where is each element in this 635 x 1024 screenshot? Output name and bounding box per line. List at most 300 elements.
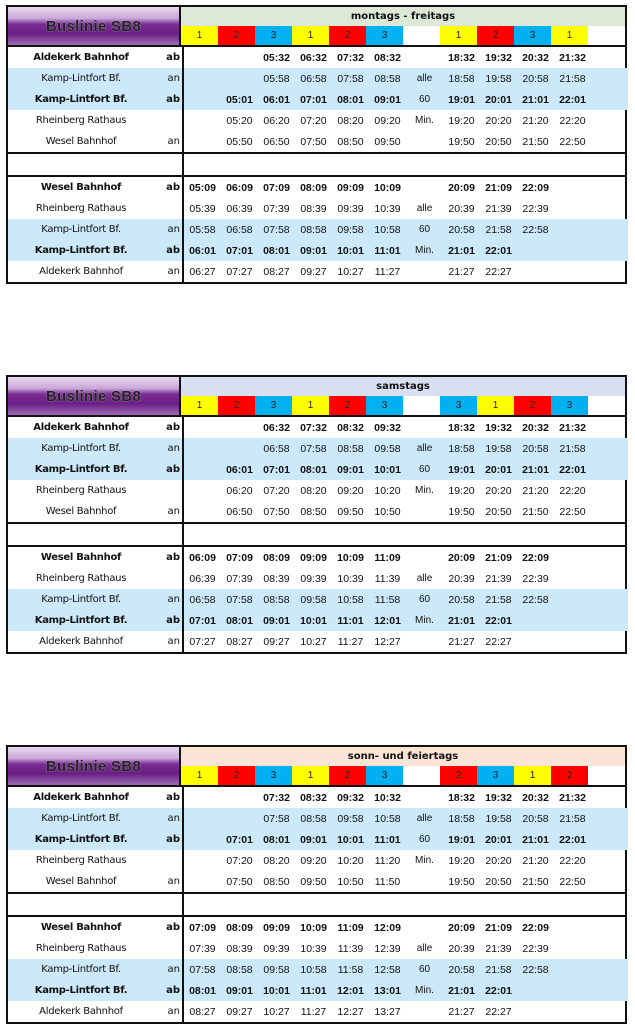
direction-label: ab (166, 182, 180, 193)
departure-time: 06:50 (226, 505, 253, 518)
stop-name: Kamp-Lintfort Bf. (34, 615, 128, 626)
direction-label: ab (166, 615, 180, 626)
times-row (184, 198, 628, 219)
departure-time: 20:50 (485, 135, 512, 148)
interval-note: 60 (418, 834, 431, 845)
direction-label: an (167, 636, 180, 647)
departure-time: 11:01 (374, 833, 401, 846)
interval-note: Min. (415, 115, 434, 126)
departure-time: 21:09 (485, 181, 512, 194)
day-label: montags - freitags (181, 7, 625, 26)
stop-row (8, 240, 182, 261)
departure-time: 09:01 (226, 984, 253, 997)
times-row (184, 480, 628, 501)
times-row (184, 610, 628, 631)
departure-time: 12:01 (374, 614, 401, 627)
departure-time: 21:01 (448, 614, 475, 627)
departure-time: 07:01 (226, 833, 253, 846)
departure-time: 22:20 (559, 114, 586, 127)
departure-time: 07:39 (226, 572, 253, 585)
departure-time: 21:50 (522, 135, 549, 148)
times-row (184, 89, 628, 110)
departure-time: 21:58 (559, 442, 586, 455)
trip-code-swatch: 2 (218, 396, 255, 415)
stop-row (8, 631, 182, 652)
departure-time: 19:20 (448, 854, 475, 867)
stop-row (8, 198, 182, 219)
departure-time: 20:39 (448, 572, 475, 585)
departure-time: 07:09 (189, 921, 216, 934)
departure-time: 19:50 (448, 135, 475, 148)
departure-time: 20:20 (485, 854, 512, 867)
interval-note: alle (416, 203, 433, 214)
departure-time: 07:32 (337, 51, 364, 64)
stop-name: Rheinberg Rathaus (35, 855, 127, 866)
departure-time: 08:20 (337, 114, 364, 127)
departure-time: 09:58 (337, 812, 364, 825)
stop-name: Kamp-Lintfort Bf. (34, 464, 128, 475)
departure-time: 21:32 (559, 51, 586, 64)
trip-code-swatch: 3 (366, 26, 403, 45)
stop-name: Kamp-Lintfort Bf. (41, 224, 121, 235)
line-title-cell (8, 377, 181, 415)
departure-time: 21:09 (485, 921, 512, 934)
stop-row (8, 610, 182, 631)
stop-name: Kamp-Lintfort Bf. (41, 443, 121, 454)
times-row (184, 261, 628, 282)
stops-column (8, 547, 184, 652)
trip-code-swatch: 3 (255, 396, 292, 415)
interval-note: alle (416, 73, 433, 84)
outbound-section (8, 787, 625, 892)
direction-label: an (167, 813, 180, 824)
departure-time: 05:09 (189, 181, 216, 194)
departure-time: 20:58 (448, 963, 475, 976)
departure-time: 07:39 (263, 202, 290, 215)
interval-note: Min. (415, 245, 434, 256)
departure-time: 06:01 (189, 244, 216, 257)
timetable (6, 745, 627, 1024)
departure-time: 21:01 (448, 984, 475, 997)
departure-time: 20:58 (522, 442, 549, 455)
section-divider (8, 152, 625, 177)
departure-time: 22:27 (485, 635, 512, 648)
departure-time: 21:58 (485, 223, 512, 236)
departure-time: 06:39 (226, 202, 253, 215)
table-header (8, 7, 625, 47)
stop-name: Kamp-Lintfort Bf. (34, 834, 128, 845)
departure-time: 06:32 (300, 51, 327, 64)
departure-time: 08:58 (337, 442, 364, 455)
departure-time: 08:32 (337, 421, 364, 434)
trip-code-swatch: 3 (366, 766, 403, 785)
departure-time: 19:58 (485, 812, 512, 825)
trip-code-swatch: 3 (477, 766, 514, 785)
stop-row (8, 938, 182, 959)
stop-row (8, 177, 182, 198)
departure-time: 07:20 (263, 484, 290, 497)
departure-time: 22:20 (559, 854, 586, 867)
departure-time: 22:01 (559, 93, 586, 106)
direction-label: ab (166, 985, 180, 996)
departure-time: 11:27 (337, 635, 364, 648)
stop-row (8, 547, 182, 568)
trip-code-swatch: 3 (440, 396, 477, 415)
times-row (184, 240, 628, 261)
trip-color-codes (181, 766, 625, 785)
departure-time: 07:50 (300, 135, 327, 148)
departure-time: 05:01 (226, 93, 253, 106)
departure-time: 10:09 (300, 921, 327, 934)
inbound-section (8, 177, 625, 282)
stop-row (8, 480, 182, 501)
stop-name: Aldekerk Bahnhof (33, 422, 129, 433)
stop-name: Kamp-Lintfort Bf. (41, 813, 121, 824)
direction-label: an (167, 506, 180, 517)
direction-label: ab (166, 464, 180, 475)
times-row (184, 938, 628, 959)
departure-time: 08:39 (300, 202, 327, 215)
day-label: samstags (181, 377, 625, 396)
times-row (184, 850, 628, 871)
departure-time: 21:58 (485, 963, 512, 976)
inbound-section (8, 547, 625, 652)
departure-time: 21:01 (522, 833, 549, 846)
departure-time: 06:58 (226, 223, 253, 236)
departure-time: 10:09 (337, 551, 364, 564)
stops-column (8, 917, 184, 1022)
departure-time: 08:39 (226, 942, 253, 955)
departure-time: 10:09 (374, 181, 401, 194)
interval-note: alle (416, 573, 433, 584)
departure-time: 12:09 (374, 921, 401, 934)
stop-row (8, 808, 182, 829)
times-row (184, 131, 628, 152)
departure-time: 09:50 (337, 505, 364, 518)
trip-code-swatch (403, 766, 440, 785)
departure-time: 20:01 (485, 463, 512, 476)
departure-time: 21:27 (448, 635, 475, 648)
departure-time: 06:09 (226, 181, 253, 194)
timetable (6, 5, 627, 284)
line-title: Buslinie SB8 (45, 17, 142, 35)
departure-time: 06:20 (263, 114, 290, 127)
departure-time: 08:32 (374, 51, 401, 64)
times-grid (184, 917, 628, 1022)
table-header (8, 747, 625, 787)
stop-name: Wesel Bahnhof (40, 182, 122, 193)
departure-time: 22:39 (522, 572, 549, 585)
departure-time: 22:58 (522, 963, 549, 976)
departure-time: 19:32 (485, 421, 512, 434)
stop-row (8, 219, 182, 240)
departure-time: 19:32 (485, 51, 512, 64)
departure-time: 21:39 (485, 942, 512, 955)
departure-time: 10:20 (337, 854, 364, 867)
section-divider (8, 892, 625, 917)
departure-time: 06:58 (189, 593, 216, 606)
departure-time: 21:20 (522, 854, 549, 867)
departure-time: 07:50 (263, 505, 290, 518)
trip-code-swatch: 1 (440, 26, 477, 45)
departure-time: 21:32 (559, 421, 586, 434)
departure-time: 08:50 (300, 505, 327, 518)
times-grid (184, 177, 628, 282)
stop-name: Kamp-Lintfort Bf. (34, 985, 128, 996)
stop-name: Wesel Bahnhof (40, 552, 122, 563)
departure-time: 11:58 (337, 963, 364, 976)
departure-time: 09:20 (300, 854, 327, 867)
departure-time: 10:58 (374, 812, 401, 825)
interval-note: 60 (418, 964, 431, 975)
departure-time: 10:58 (374, 223, 401, 236)
departure-time: 08:39 (263, 572, 290, 585)
trip-code-swatch: 2 (218, 26, 255, 45)
stop-row (8, 917, 182, 938)
departure-time: 22:01 (485, 244, 512, 257)
departure-time: 06:01 (226, 463, 253, 476)
departure-time: 06:32 (263, 421, 290, 434)
stop-name: Aldekerk Bahnhof (39, 636, 123, 647)
direction-label: ab (166, 552, 180, 563)
departure-time: 20:01 (485, 833, 512, 846)
stop-row (8, 959, 182, 980)
departure-time: 11:20 (374, 854, 401, 867)
direction-label: ab (166, 834, 180, 845)
departure-time: 08:01 (300, 463, 327, 476)
line-title: Buslinie SB8 (45, 757, 142, 775)
departure-time: 11:27 (374, 265, 401, 278)
departure-time: 20:01 (485, 93, 512, 106)
departure-time: 07:32 (300, 421, 327, 434)
departure-time: 09:32 (337, 791, 364, 804)
line-title-cell (8, 747, 181, 785)
departure-time: 10:27 (300, 635, 327, 648)
departure-time: 20:58 (522, 72, 549, 85)
departure-time: 20:09 (448, 181, 475, 194)
departure-time: 21:39 (485, 572, 512, 585)
times-row (184, 547, 628, 568)
trip-code-swatch: 1 (181, 396, 218, 415)
trip-code-swatch: 2 (218, 766, 255, 785)
stop-row (8, 459, 182, 480)
departure-time: 09:27 (226, 1005, 253, 1018)
stop-name: Kamp-Lintfort Bf. (41, 73, 121, 84)
times-row (184, 177, 628, 198)
departure-time: 05:39 (189, 202, 216, 215)
stop-name: Wesel Bahnhof (45, 876, 117, 887)
departure-time: 18:58 (448, 72, 475, 85)
departure-time: 10:01 (337, 244, 364, 257)
stop-name: Kamp-Lintfort Bf. (34, 94, 128, 105)
trip-code-swatch: 2 (329, 766, 366, 785)
departure-time: 13:27 (374, 1005, 401, 1018)
direction-label: ab (166, 94, 180, 105)
departure-time: 11:39 (374, 572, 401, 585)
departure-time: 08:58 (263, 593, 290, 606)
departure-time: 21:09 (485, 551, 512, 564)
departure-time: 09:58 (300, 593, 327, 606)
departure-time: 12:27 (374, 635, 401, 648)
direction-label: an (167, 1006, 180, 1017)
departure-time: 22:09 (522, 181, 549, 194)
departure-time: 13:01 (374, 984, 401, 997)
times-row (184, 501, 628, 522)
departure-time: 09:27 (300, 265, 327, 278)
departure-time: 11:27 (300, 1005, 327, 1018)
departure-time: 09:39 (300, 572, 327, 585)
departure-time: 21:58 (559, 72, 586, 85)
trip-code-swatch: 2 (329, 26, 366, 45)
trip-code-swatch: 2 (329, 396, 366, 415)
interval-note: alle (416, 813, 433, 824)
stop-row (8, 829, 182, 850)
departure-time: 19:01 (448, 93, 475, 106)
times-row (184, 808, 628, 829)
direction-label: an (167, 443, 180, 454)
departure-time: 06:39 (189, 572, 216, 585)
departure-time: 08:27 (226, 635, 253, 648)
timetable-weekdays (6, 5, 627, 284)
departure-time: 19:20 (448, 114, 475, 127)
trip-color-codes (181, 396, 625, 415)
trip-code-swatch: 1 (477, 396, 514, 415)
interval-note: Min. (415, 985, 434, 996)
departure-time: 22:01 (485, 984, 512, 997)
departure-time: 06:58 (263, 442, 290, 455)
departure-time: 07:58 (300, 442, 327, 455)
stop-row (8, 110, 182, 131)
header-right (181, 377, 625, 415)
departure-time: 08:01 (263, 833, 290, 846)
times-row (184, 459, 628, 480)
departure-time: 08:01 (337, 93, 364, 106)
departure-time: 21:50 (522, 875, 549, 888)
departure-time: 07:32 (263, 791, 290, 804)
trip-code-swatch: 1 (551, 26, 588, 45)
departure-time: 21:01 (522, 463, 549, 476)
times-row (184, 631, 628, 652)
departure-time: 20:58 (448, 223, 475, 236)
departure-time: 19:01 (448, 833, 475, 846)
departure-time: 21:01 (448, 244, 475, 257)
departure-time: 20:32 (522, 421, 549, 434)
departure-time: 08:58 (226, 963, 253, 976)
departure-time: 08:20 (300, 484, 327, 497)
departure-time: 05:50 (226, 135, 253, 148)
departure-time: 09:20 (337, 484, 364, 497)
outbound-section (8, 47, 625, 152)
stop-name: Rheinberg Rathaus (35, 943, 127, 954)
table-header (8, 377, 625, 417)
departure-time: 09:01 (374, 93, 401, 106)
departure-time: 08:32 (300, 791, 327, 804)
departure-time: 12:39 (374, 942, 401, 955)
trip-code-swatch: 1 (181, 26, 218, 45)
times-row (184, 589, 628, 610)
stop-name: Kamp-Lintfort Bf. (41, 594, 121, 605)
departure-time: 08:58 (300, 223, 327, 236)
departure-time: 08:27 (263, 265, 290, 278)
stop-row (8, 787, 182, 808)
departure-time: 22:01 (485, 614, 512, 627)
stops-column (8, 787, 184, 892)
times-row (184, 68, 628, 89)
outbound-section (8, 417, 625, 522)
interval-note: Min. (415, 485, 434, 496)
departure-time: 09:09 (337, 181, 364, 194)
trip-code-swatch: 3 (366, 396, 403, 415)
departure-time: 10:58 (300, 963, 327, 976)
interval-note: 60 (418, 464, 431, 475)
departure-time: 20:20 (485, 114, 512, 127)
departure-time: 08:20 (263, 854, 290, 867)
departure-time: 06:50 (263, 135, 290, 148)
departure-time: 10:50 (374, 505, 401, 518)
trip-code-swatch: 1 (292, 766, 329, 785)
departure-time: 09:09 (263, 921, 290, 934)
trip-code-swatch: 1 (292, 26, 329, 45)
departure-time: 07:01 (300, 93, 327, 106)
departure-time: 07:58 (189, 963, 216, 976)
departure-time: 07:39 (189, 942, 216, 955)
trip-code-swatch: 3 (255, 26, 292, 45)
trip-code-swatch: 1 (181, 766, 218, 785)
departure-time: 10:39 (300, 942, 327, 955)
departure-time: 09:50 (300, 875, 327, 888)
departure-time: 07:27 (226, 265, 253, 278)
departure-time: 07:09 (263, 181, 290, 194)
trip-code-swatch (588, 26, 625, 45)
departure-time: 19:50 (448, 505, 475, 518)
interval-note: 60 (418, 594, 431, 605)
departure-time: 19:50 (448, 875, 475, 888)
timetable-saturday (6, 375, 627, 654)
times-row (184, 959, 628, 980)
departure-time: 08:50 (337, 135, 364, 148)
stop-row (8, 980, 182, 1001)
departure-time: 05:58 (189, 223, 216, 236)
times-row (184, 917, 628, 938)
departure-time: 10:39 (337, 572, 364, 585)
departure-time: 22:09 (522, 551, 549, 564)
stop-name: Rheinberg Rathaus (35, 203, 127, 214)
direction-label: an (167, 266, 180, 277)
departure-time: 07:27 (189, 635, 216, 648)
departure-time: 18:58 (448, 812, 475, 825)
departure-time: 10:20 (374, 484, 401, 497)
departure-time: 07:50 (226, 875, 253, 888)
departure-time: 19:20 (448, 484, 475, 497)
interval-note: alle (416, 943, 433, 954)
trip-code-swatch: 3 (514, 26, 551, 45)
section-divider (8, 522, 625, 547)
stop-name: Aldekerk Bahnhof (33, 52, 129, 63)
stops-column (8, 47, 184, 152)
departure-time: 09:39 (337, 202, 364, 215)
departure-time: 06:27 (189, 265, 216, 278)
times-row (184, 568, 628, 589)
stop-name: Wesel Bahnhof (45, 506, 117, 517)
trip-code-swatch: 2 (477, 26, 514, 45)
departure-time: 11:39 (337, 942, 364, 955)
departure-time: 21:27 (448, 265, 475, 278)
departure-time: 07:58 (226, 593, 253, 606)
times-grid (184, 47, 628, 152)
direction-label: an (167, 224, 180, 235)
departure-time: 07:20 (226, 854, 253, 867)
stop-row (8, 47, 182, 68)
